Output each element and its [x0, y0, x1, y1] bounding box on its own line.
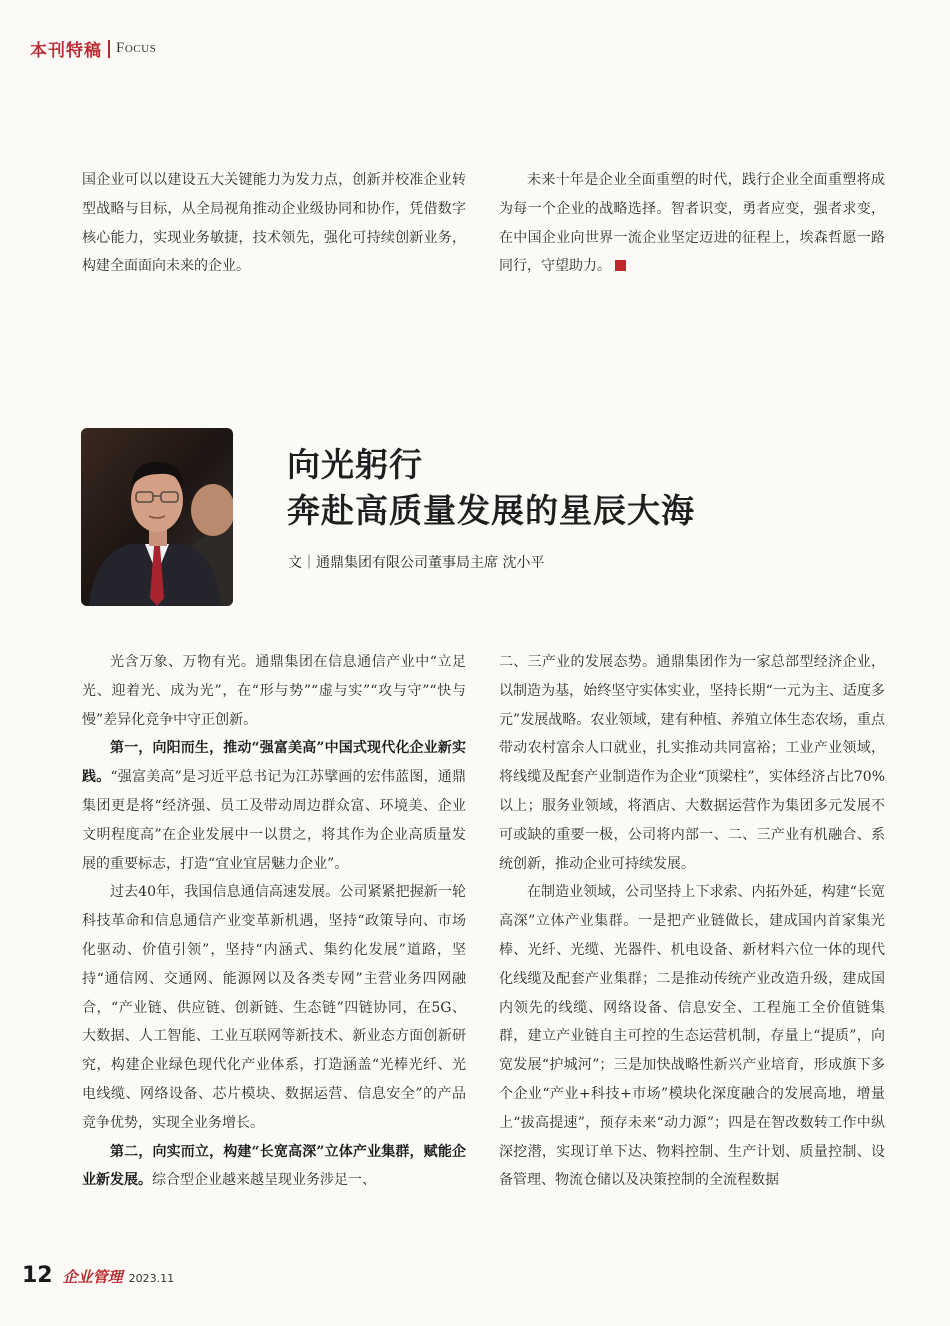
prev-article-paragraph: 国企业可以以建设五大关键能力为发力点，创新并校准企业转型战略与目标，从全局视角推动企业级协同和协作，凭借数字核心能力，实现业务敏捷，技术领先，强化可持续创新业务，构建全面面向未来的企业。	[82, 172, 466, 275]
prev-article-paragraph: 未来十年是企业全面重塑的时代，践行企业全面重塑将成为每一个企业的战略选择。智者识变，勇者应变，强者求变，在中国企业向世界一流企业坚定迈进的征程上，埃森哲愿一路同行，守望助力。	[499, 172, 885, 275]
author-photo	[81, 428, 233, 606]
article-title-line: 奔赴高质量发展的星辰大海	[287, 491, 695, 530]
body-paragraph: 在制造业领域，公司坚持上下求索、内拓外延，构建“长宽高深”立体产业集群。一是把产业链做长，建成国内首家集光棒、光纤、光缆、光器件、机电设备、新材料六位一体的现代化线缆及配套产业集群；二是推动传统产业改造升级，建成国内领先的线缆、网络设备、信息安全、工程施工全价值链集群，建立产业链自主可控的生态运营机制，存量上“提质”，向宽发展“护城河”；三是加快战略性新兴产业培育，形成旗下多个企业“产业+科技+市场”模块化深度融合的发展高地，增量上“拔高提速”，预存未来“动力源”；四是在智改数转工作中纵深挖潜，实现订单下达、物料控制、生产计划、质量控制、设备管理、物流仓储以及决策控制的全流程数据	[499, 884, 885, 1189]
body-paragraph: 光含万象、万物有光。通鼎集团在信息通信产业中“立足光、迎着光、成为光”，在“形与势”“虚与实”“攻与守”“快与慢”差异化竞争中守正创新。	[82, 654, 466, 728]
body-paragraph: 二、三产业的发展态势。通鼎集团作为一家总部型经济企业，以制造为基，始终坚守实体实业，坚持长期“一元为主、适度多元”发展战略。农业领域，建有种植、养殖立体生态农场，重点带动农村富余人口就业，扎实推动共同富裕；工业产业领域，将线缆及配套产业制造作为企业“顶梁柱”，实体经济占比70%以上；服务业领域，将酒店、大数据运营作为集团多元发展不可或缺的重要一极，公司将内部一、二、三产业有机融合、系统创新，推动企业可持续发展。	[499, 654, 885, 872]
magazine-logo: 企业管理	[62, 1268, 123, 1286]
page-header	[30, 36, 156, 61]
section-subtitle: Focus	[116, 40, 157, 56]
article-byline: 文｜通鼎集团有限公司董事局主席 沈小平	[288, 555, 545, 571]
article-left-column	[82, 648, 466, 1195]
prev-article-left-column	[82, 166, 466, 281]
article-end-mark-icon	[615, 260, 626, 271]
prev-article-right-column	[499, 166, 885, 281]
body-paragraph: 过去40年，我国信息通信高速发展。公司紧紧把握新一轮科技革命和信息通信产业变革新机遇，坚持“政策导向、市场化驱动、价值引领”，坚持“内涵式、集约化发展”道路，坚持“通信网、交通网、能源网以及各类专网”主营业务四网融合，“产业链、供应链、创新链、生态链”四链协同，在5G、大数据、人工智能、工业互联网等新技术、新业态方面创新研究，构建企业绿色现代化产业体系，打造涵盖“光棒光纤、光电线缆、网络设备、芯片模块、数据运营、信息安全”的产品竞争优势，实现全业务增长。	[82, 884, 466, 1131]
article-right-column	[499, 648, 885, 1195]
page-footer	[22, 1263, 174, 1288]
section-heading: 第一，向阳而生，推动“强富美高”中国式现代化企业新实践。	[82, 740, 466, 786]
article-title-line: 向光躬行	[287, 445, 423, 484]
body-paragraph: 第一，向阳而生，推动“强富美高”中国式现代化企业新实践。“强富美高”是习近平总书记为江苏擘画的宏伟蓝图，通鼎集团更是将“经济强、员工及带动周边群众富、环境美、企业文明程度高”在企业发展中一以贯之，将其作为企业高质量发展的重要标志，打造“宜业宜居魅力企业”。	[82, 740, 466, 872]
body-paragraph: 第二，向实而立，构建“长宽高深”立体产业集群，赋能企业新发展。综合型企业越来越呈现业务涉足一、	[82, 1143, 466, 1189]
section-heading: 第二，向实而立，构建“长宽高深”立体产业集群，赋能企业新发展。	[82, 1143, 466, 1189]
issue-date: 2023.11	[128, 1272, 175, 1285]
section-title: 本刊特稿	[30, 41, 102, 61]
page-number: 12	[22, 1263, 53, 1288]
header-divider	[108, 40, 110, 58]
article-title	[287, 442, 695, 534]
